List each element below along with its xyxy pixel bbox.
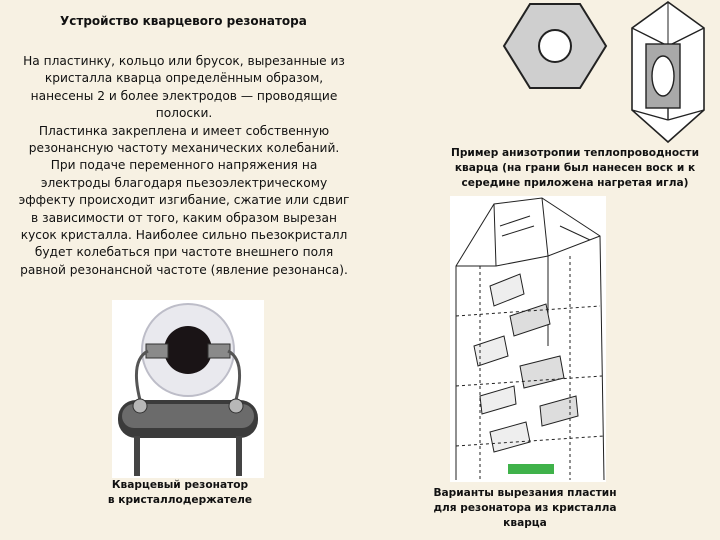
caption-anisotropy: Пример анизотропии теплопроводности кварца (на грани был нанесен воск и к середине приложена нагретая игла): [450, 147, 699, 189]
resonator-photo: [112, 300, 264, 478]
caption-cuts: Варианты вырезания пластин для резонатора из кристалла кварца: [433, 487, 617, 529]
crystal-cuts-drawing: [450, 196, 606, 482]
body-text: На пластинку, кольцо или брусок, вырезанные из кристалла кварца определённым образом, нанесены 2 и более электродов — проводящие полоски. Пластинка закреплена и имеет собственную резонансную частоту механических колебаний. При подаче переменного напряжения на электроды благодаря пьезоэлектрическому эффекту происходит изгибание, сжатие или сдвиг в зависимости от того, каким образом вырезан кусок кристалла. Наиболее сильно пьезокристалл будет колебаться при частоте внешнего поля равной резонансной частоте (явление резонанса).: [18, 54, 350, 277]
caption-resonator: Кварцевый резонатор в кристаллодержателе: [107, 479, 253, 506]
crystal-drawing: [616, 0, 720, 144]
slide-title: Устройство кварцевого резонатора: [60, 14, 307, 28]
hexagon-plate-drawing: [500, 0, 610, 92]
